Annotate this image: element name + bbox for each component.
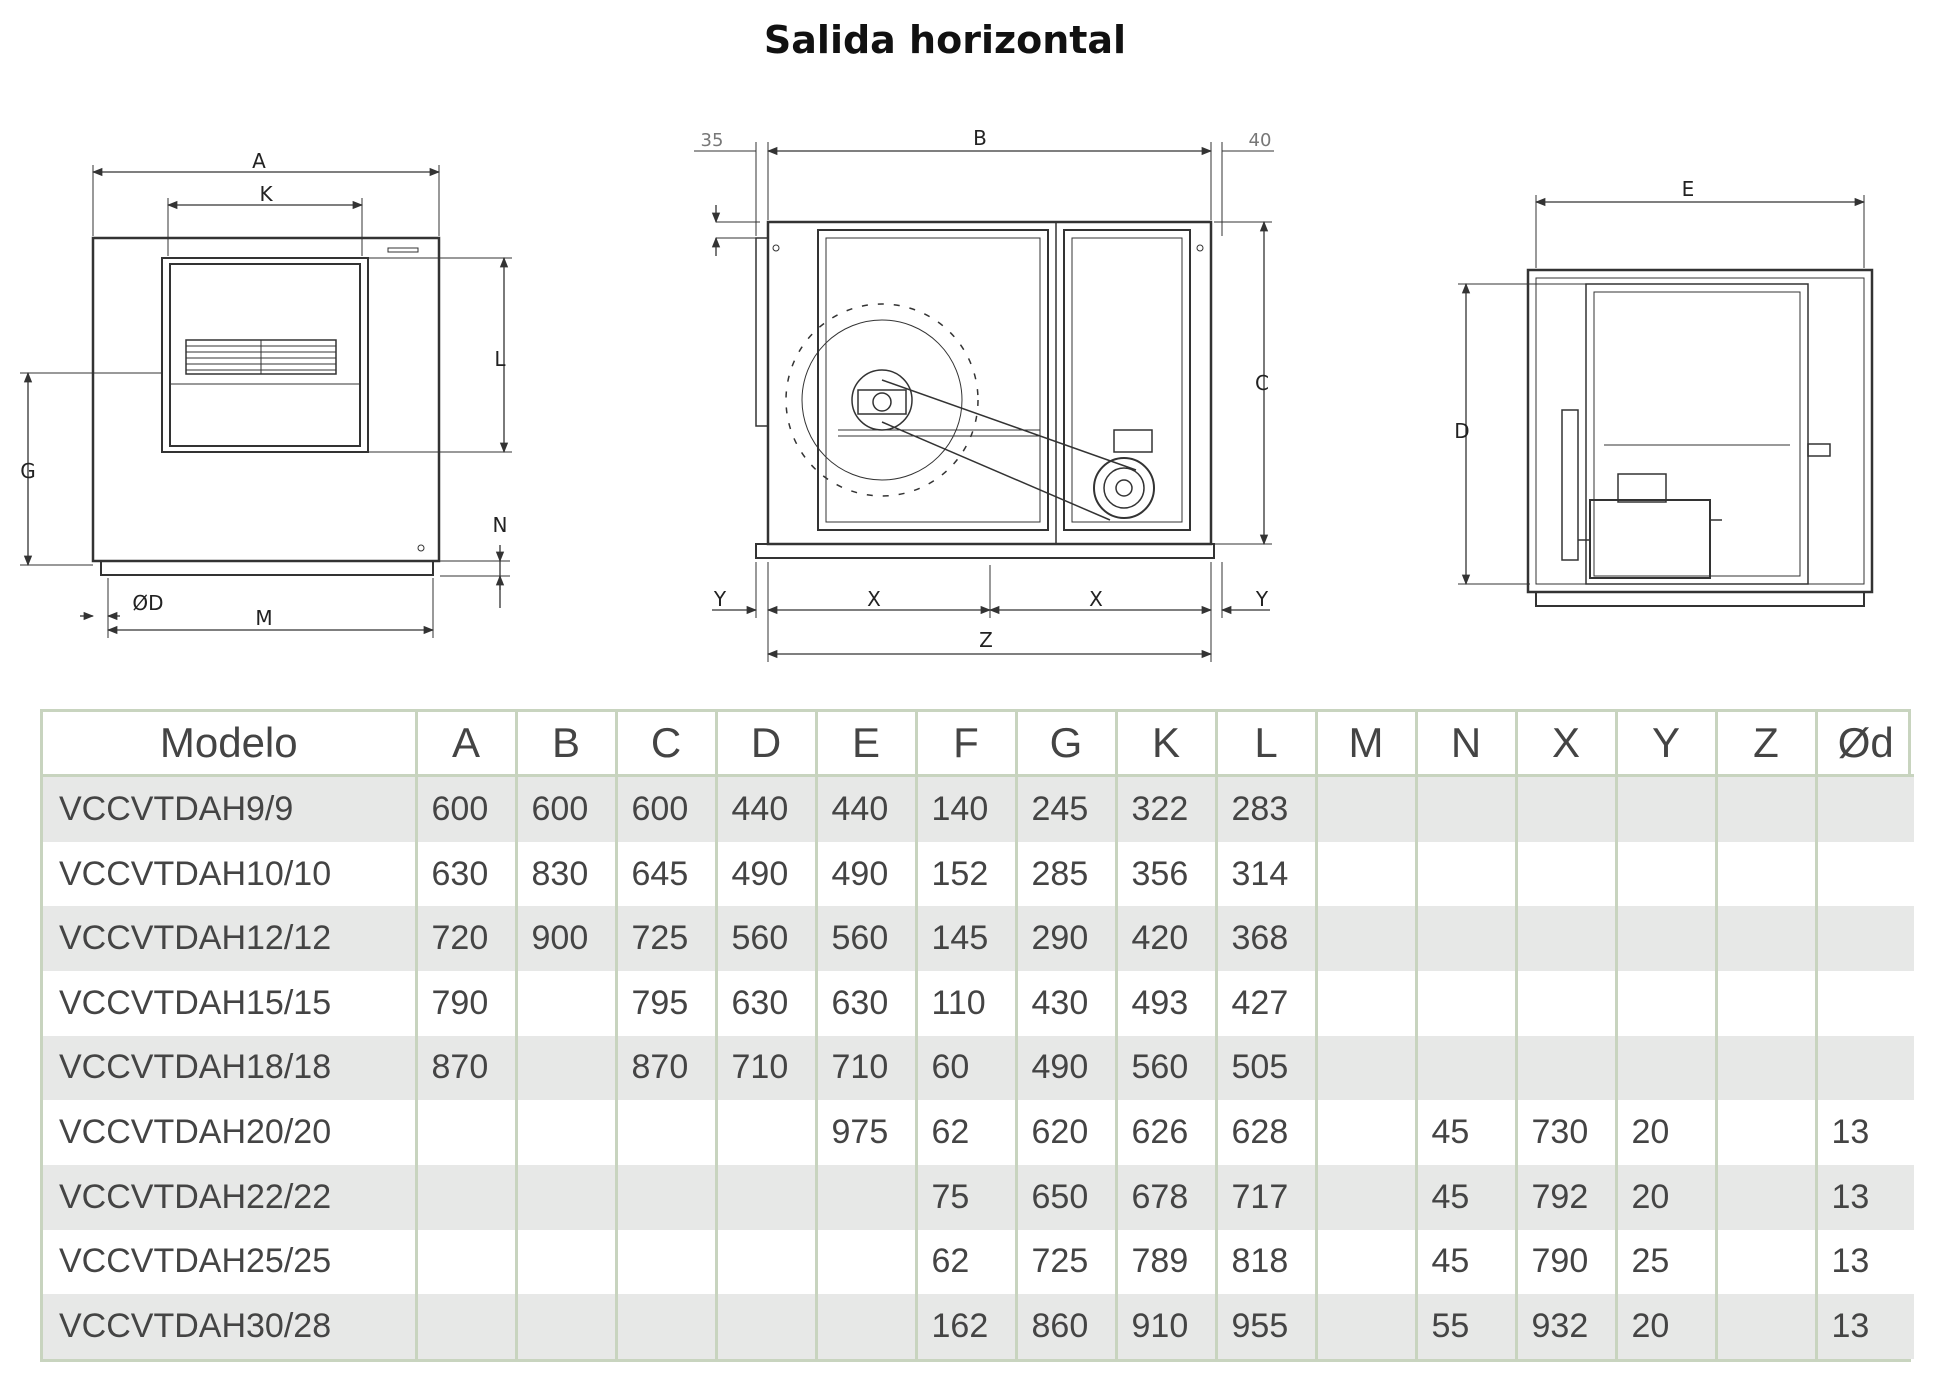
dim-label-35: 35: [700, 130, 724, 151]
column-header: F: [916, 712, 1016, 776]
value-cell: 490: [716, 842, 816, 907]
value-cell: 792: [1516, 1165, 1616, 1230]
rear-pulley: [1562, 410, 1578, 560]
dim-label-g: G: [20, 459, 36, 483]
value-cell: 870: [616, 1036, 716, 1101]
value-cell: [716, 1165, 816, 1230]
column-header: Ød: [1816, 712, 1914, 776]
value-cell: [516, 1230, 616, 1295]
side-view-labels: [701, 126, 1272, 652]
value-cell: [1816, 1036, 1914, 1101]
side-view: [694, 142, 1274, 662]
value-cell: 830: [516, 842, 616, 907]
value-cell: 145: [916, 906, 1016, 971]
dim-label-od: ØD: [132, 591, 164, 615]
table-row: [43, 1294, 1914, 1359]
side-fan-panel: [818, 230, 1048, 530]
value-cell: 62: [916, 1100, 1016, 1165]
value-cell: 45: [1416, 1165, 1516, 1230]
rear-view: [1458, 195, 1872, 606]
value-cell: 717: [1216, 1165, 1316, 1230]
dim-label-y-right: Y: [1255, 587, 1269, 611]
value-cell: 20: [1616, 1294, 1716, 1359]
table-row: [43, 1165, 1914, 1230]
value-cell: 720: [416, 906, 516, 971]
dim-label-k: K: [259, 182, 273, 206]
value-cell: 45: [1416, 1100, 1516, 1165]
value-cell: [1816, 906, 1914, 971]
dim-label-n: N: [492, 513, 508, 537]
value-cell: 314: [1216, 842, 1316, 907]
value-cell: [716, 1100, 816, 1165]
value-cell: 505: [1216, 1036, 1316, 1101]
value-cell: 955: [1216, 1294, 1316, 1359]
value-cell: 790: [416, 971, 516, 1036]
value-cell: [1416, 842, 1516, 907]
value-cell: [1816, 971, 1914, 1036]
table-row: [43, 1100, 1914, 1165]
value-cell: [416, 1230, 516, 1295]
model-cell: VCCVTDAH20/20: [43, 1100, 416, 1165]
side-motor-panel: [1064, 230, 1190, 530]
table-row: [43, 906, 1914, 971]
value-cell: [616, 1100, 716, 1165]
value-cell: [716, 1294, 816, 1359]
value-cell: [1716, 1100, 1816, 1165]
dim-label-a: A: [252, 149, 266, 173]
value-cell: [1416, 971, 1516, 1036]
value-cell: 25: [1616, 1230, 1716, 1295]
model-cell: VCCVTDAH25/25: [43, 1230, 416, 1295]
value-cell: [1416, 906, 1516, 971]
model-cell: VCCVTDAH22/22: [43, 1165, 416, 1230]
value-cell: 62: [916, 1230, 1016, 1295]
value-cell: 620: [1016, 1100, 1116, 1165]
value-cell: [1616, 906, 1716, 971]
column-header: Y: [1616, 712, 1716, 776]
value-cell: 932: [1516, 1294, 1616, 1359]
value-cell: [1616, 842, 1716, 907]
value-cell: 789: [1116, 1230, 1216, 1295]
dim-label-c: C: [1255, 371, 1269, 395]
value-cell: [1716, 1294, 1816, 1359]
value-cell: 75: [916, 1165, 1016, 1230]
column-header: C: [616, 712, 716, 776]
value-cell: [1316, 1294, 1416, 1359]
value-cell: [416, 1100, 516, 1165]
value-cell: 818: [1216, 1230, 1316, 1295]
table-header-row: [43, 712, 1914, 776]
value-cell: [816, 1230, 916, 1295]
table-row: [43, 971, 1914, 1036]
value-cell: 490: [1016, 1036, 1116, 1101]
value-cell: 110: [916, 971, 1016, 1036]
value-cell: 55: [1416, 1294, 1516, 1359]
value-cell: 975: [816, 1100, 916, 1165]
value-cell: [516, 1036, 616, 1101]
value-cell: [1316, 776, 1416, 842]
value-cell: 45: [1416, 1230, 1516, 1295]
value-cell: 490: [816, 842, 916, 907]
value-cell: 710: [816, 1036, 916, 1101]
value-cell: [1616, 776, 1716, 842]
value-cell: [1316, 1100, 1416, 1165]
value-cell: 730: [1516, 1100, 1616, 1165]
value-cell: [416, 1165, 516, 1230]
value-cell: 440: [816, 776, 916, 842]
value-cell: 430: [1016, 971, 1116, 1036]
value-cell: [616, 1165, 716, 1230]
value-cell: 20: [1616, 1165, 1716, 1230]
value-cell: [1716, 906, 1816, 971]
value-cell: 440: [716, 776, 816, 842]
side-motor: [1094, 458, 1154, 518]
model-cell: VCCVTDAH10/10: [43, 842, 416, 907]
column-header: B: [516, 712, 616, 776]
front-grille-slats: [186, 340, 336, 374]
value-cell: [1716, 1230, 1816, 1295]
value-cell: [1316, 1036, 1416, 1101]
value-cell: [1716, 776, 1816, 842]
column-header: Modelo: [43, 712, 416, 776]
value-cell: [816, 1165, 916, 1230]
value-cell: [1716, 842, 1816, 907]
column-header: X: [1516, 712, 1616, 776]
value-cell: 626: [1116, 1100, 1216, 1165]
table-row: [43, 842, 1914, 907]
value-cell: 162: [916, 1294, 1016, 1359]
front-outlet-inner: [170, 264, 360, 446]
value-cell: 140: [916, 776, 1016, 842]
side-casing: [768, 222, 1211, 544]
value-cell: 710: [716, 1036, 816, 1101]
value-cell: [1716, 1036, 1816, 1101]
value-cell: 285: [1016, 842, 1116, 907]
value-cell: [616, 1230, 716, 1295]
value-cell: 560: [816, 906, 916, 971]
value-cell: [1516, 842, 1616, 907]
dim-label-m: M: [255, 606, 273, 630]
dim-label-z: Z: [979, 628, 993, 652]
value-cell: [1516, 1036, 1616, 1101]
model-cell: VCCVTDAH9/9: [43, 776, 416, 842]
value-cell: 600: [616, 776, 716, 842]
value-cell: 645: [616, 842, 716, 907]
value-cell: [1316, 842, 1416, 907]
value-cell: [716, 1230, 816, 1295]
column-header: L: [1216, 712, 1316, 776]
side-outlet-flange: [756, 238, 768, 426]
value-cell: [1316, 1165, 1416, 1230]
value-cell: 283: [1216, 776, 1316, 842]
front-outlet-frame: [162, 258, 368, 452]
value-cell: 628: [1216, 1100, 1316, 1165]
table-row: [43, 776, 1914, 842]
rear-frame: [1586, 284, 1808, 584]
value-cell: [1316, 906, 1416, 971]
rear-casing: [1528, 270, 1872, 592]
rear-motor: [1590, 500, 1710, 578]
front-view: [20, 165, 512, 638]
dimensions-table: [40, 709, 1911, 1362]
value-cell: [616, 1294, 716, 1359]
value-cell: 860: [1016, 1294, 1116, 1359]
value-cell: [416, 1294, 516, 1359]
table-row: [43, 1230, 1914, 1295]
value-cell: 630: [716, 971, 816, 1036]
value-cell: [1316, 1230, 1416, 1295]
model-cell: VCCVTDAH15/15: [43, 971, 416, 1036]
value-cell: 650: [1016, 1165, 1116, 1230]
value-cell: 368: [1216, 906, 1316, 971]
value-cell: 420: [1116, 906, 1216, 971]
value-cell: [1516, 971, 1616, 1036]
value-cell: 900: [516, 906, 616, 971]
front-base: [101, 561, 433, 575]
value-cell: 493: [1116, 971, 1216, 1036]
value-cell: 870: [416, 1036, 516, 1101]
column-header: K: [1116, 712, 1216, 776]
value-cell: [1816, 842, 1914, 907]
value-cell: [1316, 971, 1416, 1036]
dim-label-b: B: [973, 126, 987, 150]
value-cell: 356: [1116, 842, 1216, 907]
value-cell: 322: [1116, 776, 1216, 842]
dim-label-x-left: X: [867, 587, 881, 611]
value-cell: 630: [816, 971, 916, 1036]
model-cell: VCCVTDAH12/12: [43, 906, 416, 971]
fan-wheel: [786, 304, 978, 496]
value-cell: [1616, 971, 1716, 1036]
column-header: M: [1316, 712, 1416, 776]
value-cell: 13: [1816, 1100, 1914, 1165]
rear-view-labels: [1454, 177, 1694, 443]
value-cell: [516, 1165, 616, 1230]
value-cell: [1616, 1036, 1716, 1101]
dim-label-y-left: Y: [713, 587, 727, 611]
value-cell: 60: [916, 1036, 1016, 1101]
value-cell: 427: [1216, 971, 1316, 1036]
table-row: [43, 1036, 1914, 1101]
value-cell: 790: [1516, 1230, 1616, 1295]
value-cell: [1516, 776, 1616, 842]
column-header: G: [1016, 712, 1116, 776]
table-body: [43, 776, 1914, 1360]
value-cell: [1716, 971, 1816, 1036]
value-cell: [1816, 776, 1914, 842]
dim-label-e: E: [1681, 177, 1695, 201]
front-casing: [93, 238, 439, 561]
side-base: [756, 544, 1214, 558]
value-cell: 152: [916, 842, 1016, 907]
dim-label-x-right: X: [1089, 587, 1103, 611]
value-cell: [516, 971, 616, 1036]
value-cell: 245: [1016, 776, 1116, 842]
dim-label-d: D: [1454, 419, 1470, 443]
value-cell: 678: [1116, 1165, 1216, 1230]
value-cell: [1416, 1036, 1516, 1101]
value-cell: [1516, 906, 1616, 971]
value-cell: [516, 1100, 616, 1165]
page-title: Salida horizontal: [763, 18, 1127, 62]
value-cell: 600: [516, 776, 616, 842]
value-cell: 725: [616, 906, 716, 971]
value-cell: 600: [416, 776, 516, 842]
value-cell: 20: [1616, 1100, 1716, 1165]
column-header: D: [716, 712, 816, 776]
value-cell: 13: [1816, 1165, 1914, 1230]
value-cell: 725: [1016, 1230, 1116, 1295]
column-header: Z: [1716, 712, 1816, 776]
value-cell: [1716, 1165, 1816, 1230]
value-cell: [1416, 776, 1516, 842]
value-cell: 910: [1116, 1294, 1216, 1359]
value-cell: 560: [1116, 1036, 1216, 1101]
value-cell: 630: [416, 842, 516, 907]
column-header: N: [1416, 712, 1516, 776]
model-cell: VCCVTDAH30/28: [43, 1294, 416, 1359]
dim-label-l: L: [494, 347, 506, 371]
value-cell: 560: [716, 906, 816, 971]
value-cell: [816, 1294, 916, 1359]
column-header: A: [416, 712, 516, 776]
value-cell: 13: [1816, 1230, 1914, 1295]
rear-base: [1536, 592, 1864, 606]
model-cell: VCCVTDAH18/18: [43, 1036, 416, 1101]
value-cell: [516, 1294, 616, 1359]
dim-label-40: 40: [1248, 130, 1272, 151]
value-cell: 290: [1016, 906, 1116, 971]
value-cell: 13: [1816, 1294, 1914, 1359]
column-header: E: [816, 712, 916, 776]
value-cell: 795: [616, 971, 716, 1036]
